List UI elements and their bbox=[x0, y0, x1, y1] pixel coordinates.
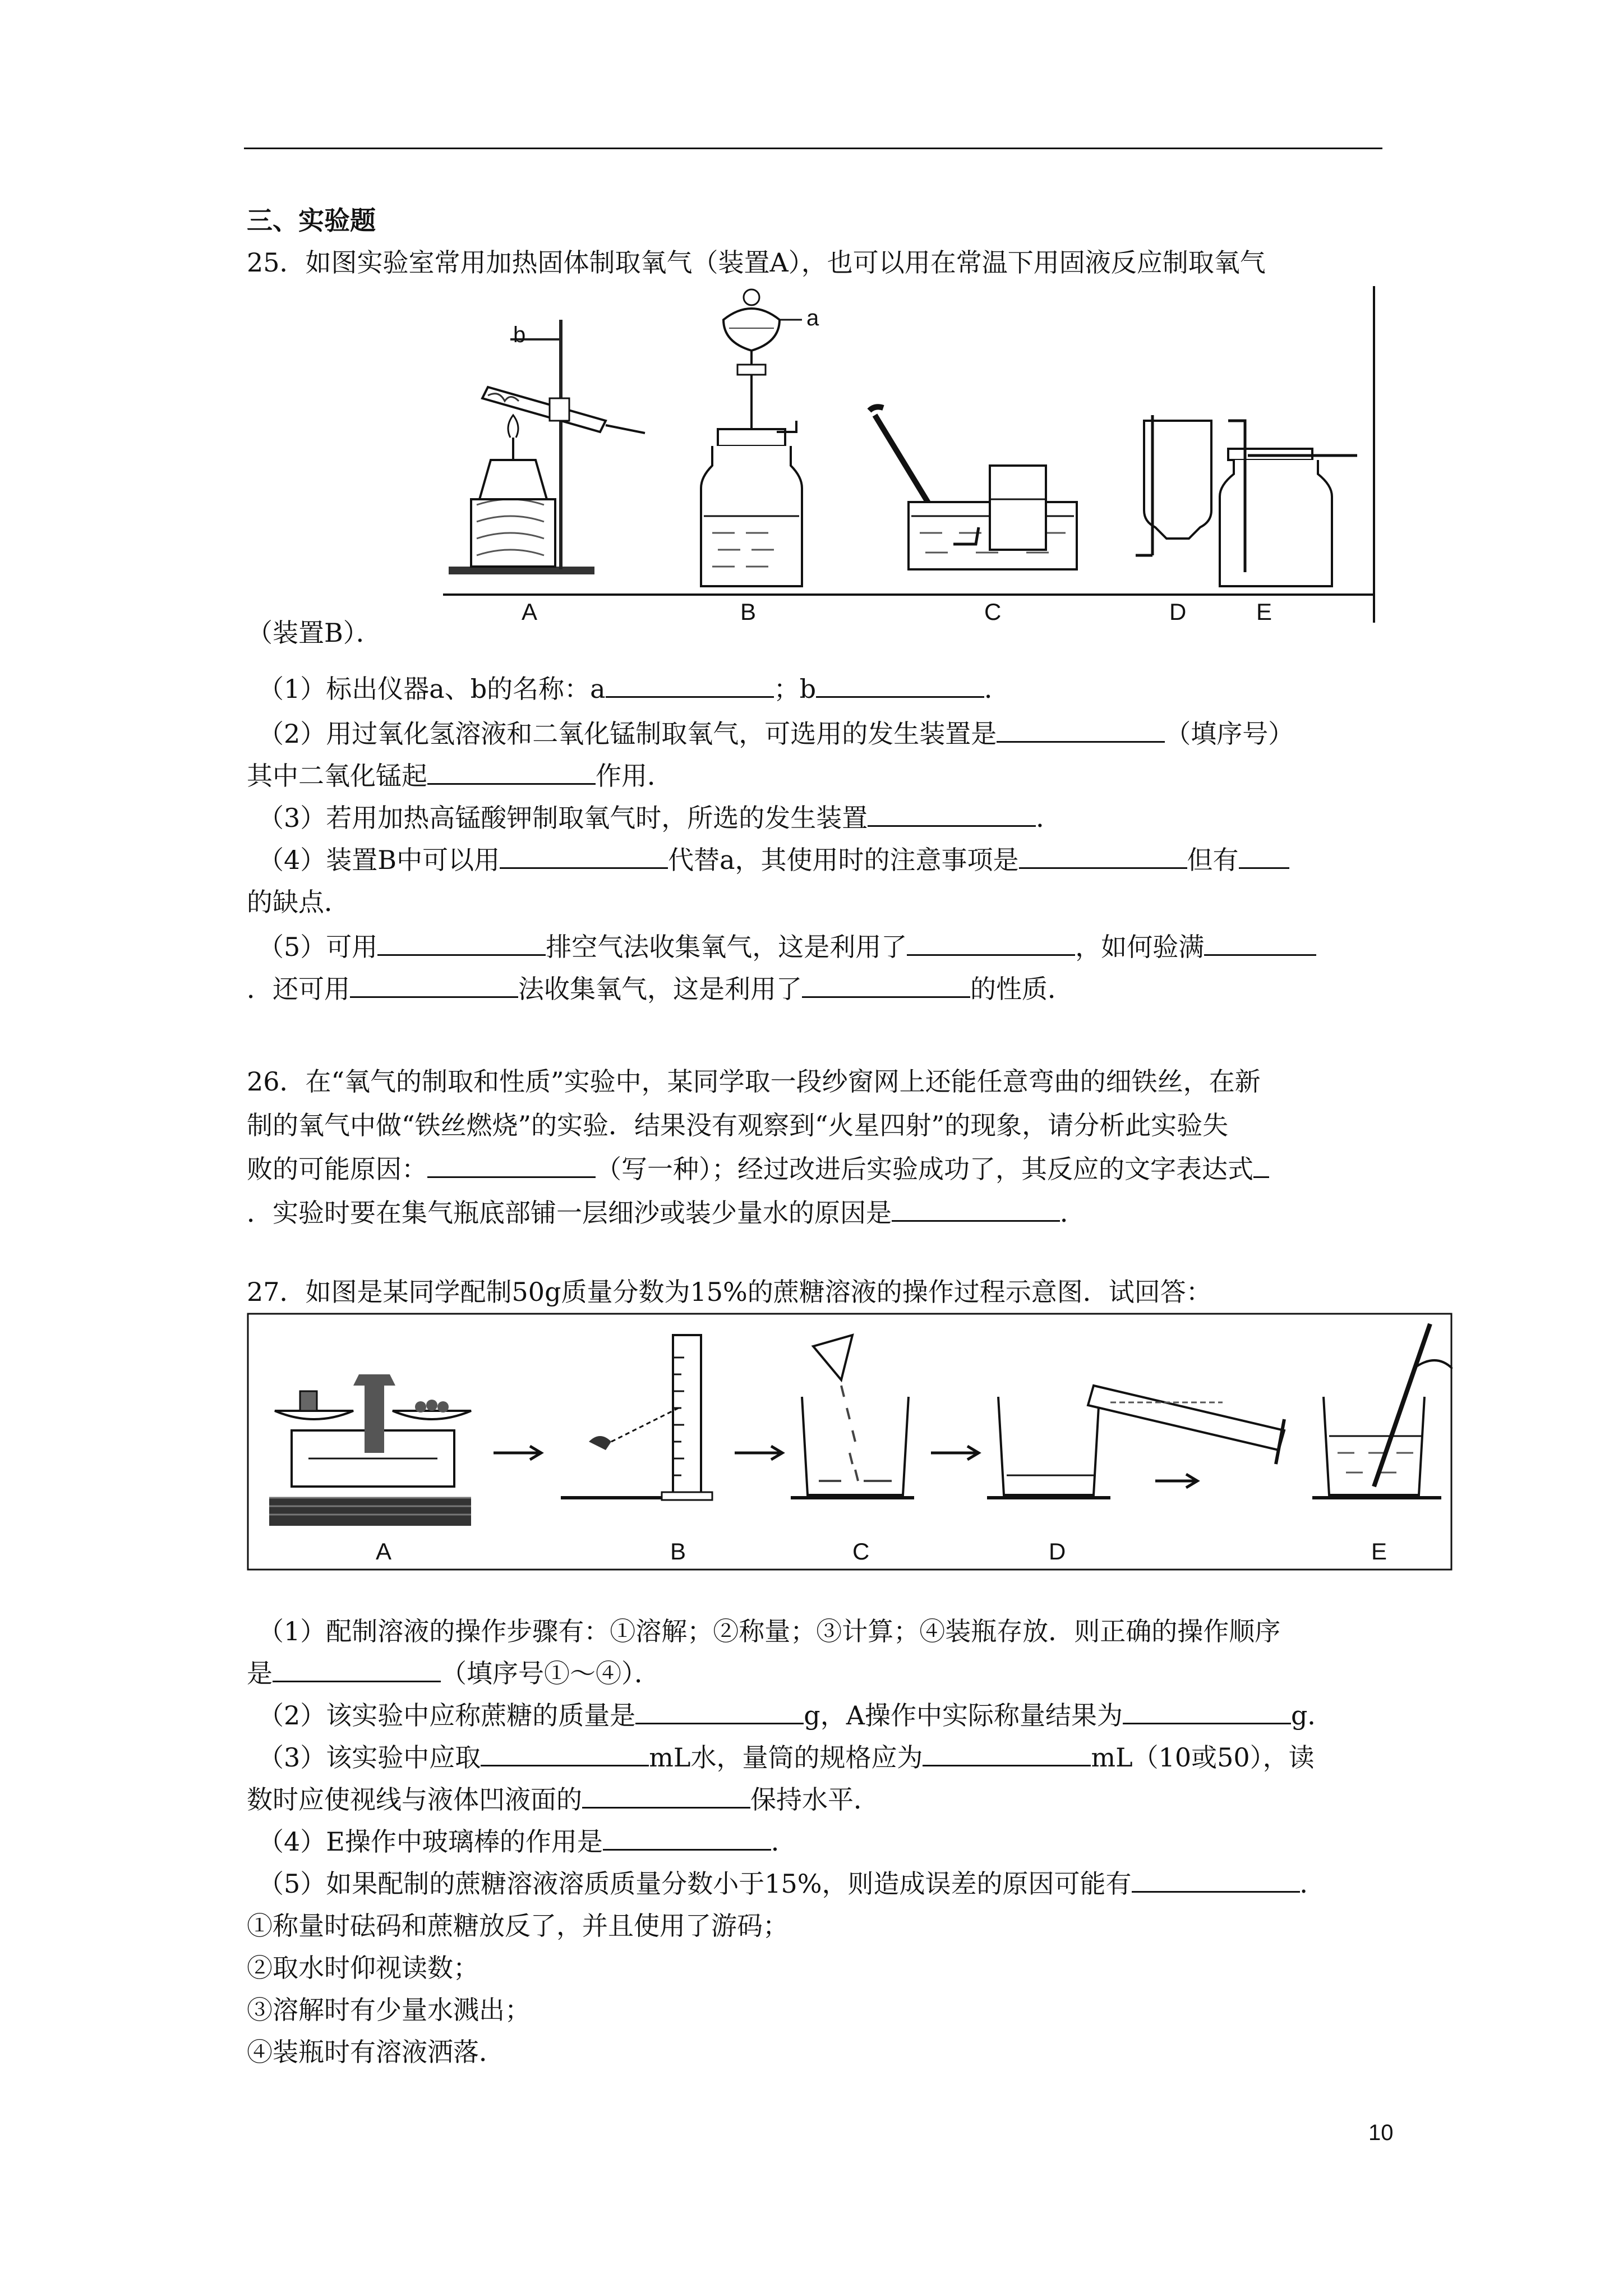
page-number: 10 bbox=[1368, 2120, 1394, 2145]
q27-p3-text-d: 数时应使视线与液体凹液面的 bbox=[247, 1784, 582, 1815]
answer-blank[interactable] bbox=[606, 674, 774, 698]
q25-part2-line1 bbox=[258, 718, 1294, 749]
q26-l3-text-a: 败的可能原因： bbox=[247, 1154, 427, 1184]
answer-blank[interactable] bbox=[1123, 1700, 1291, 1724]
answer-blank[interactable] bbox=[603, 1826, 771, 1851]
q25-p5-text-d: ．还可用 bbox=[247, 974, 350, 1004]
q25-part1 bbox=[258, 673, 1010, 705]
q25-p3-text-a: （3）若用加热高锰酸钾制取氧气时，所选的发生装置 bbox=[258, 803, 868, 833]
q26-line3 bbox=[247, 1153, 1269, 1185]
q25-p4-text-b: 代替a，其使用时的注意事项是 bbox=[668, 845, 1019, 875]
q26-l4-text-a: ．实验时要在集气瓶底部铺一层细沙或装少量水的原因是 bbox=[247, 1198, 892, 1228]
q25-part3 bbox=[258, 802, 1062, 834]
answer-blank[interactable] bbox=[635, 1700, 804, 1724]
q27-p2-text-a: （2）该实验中应称蔗糖的质量是 bbox=[258, 1700, 636, 1731]
arrow-icon bbox=[1155, 1474, 1197, 1488]
q25-stem-line2: （装置B）． bbox=[247, 618, 382, 648]
q25-p5-text-e: 法收集氧气，这是利用了 bbox=[518, 974, 802, 1004]
q27-p5-text-b: ． bbox=[1299, 1869, 1326, 1899]
step-e-stirring bbox=[1312, 1324, 1453, 1565]
q25-part4-line1 bbox=[258, 844, 1289, 876]
q27-option-1: ①称量时砝码和蔗糖放反了，并且使用了游码； bbox=[247, 1911, 789, 1941]
arrow-icon bbox=[931, 1446, 979, 1460]
q27-part4 bbox=[258, 1826, 797, 1857]
q25-p5-text-b: 排空气法收集氧气，这是利用了 bbox=[546, 932, 907, 962]
q26-line4 bbox=[247, 1197, 1086, 1228]
apparatus-d bbox=[1136, 415, 1211, 625]
step-a-balance bbox=[269, 1374, 471, 1565]
q27-p5-text-a: （5）如果配制的蔗糖溶液溶质质量分数小于15%，则造成误差的原因可能有 bbox=[258, 1869, 1132, 1899]
q25-p5-text-c: ，如何验满 bbox=[1075, 932, 1205, 962]
answer-blank[interactable] bbox=[868, 803, 1036, 827]
answer-blank[interactable] bbox=[816, 674, 984, 698]
fig-label-c-device: C bbox=[984, 599, 1002, 625]
answer-blank[interactable] bbox=[1253, 1154, 1269, 1178]
q27-part1-line2 bbox=[247, 1658, 660, 1689]
step-c-beaker bbox=[791, 1335, 914, 1565]
q27-option-2: ②取水时仰视读数； bbox=[247, 1953, 479, 1983]
answer-blank[interactable] bbox=[1132, 1869, 1300, 1893]
answer-blank[interactable] bbox=[377, 932, 546, 956]
answer-blank[interactable] bbox=[273, 1658, 441, 1682]
q25-p3-text-b: ． bbox=[1036, 803, 1062, 833]
q27-p3-text-c: mL（10或50），读 bbox=[1091, 1742, 1315, 1773]
q27-p3-text-e: 保持水平． bbox=[750, 1784, 879, 1815]
q25-p5-text-a: （5）可用 bbox=[258, 932, 378, 962]
q25-p2-text-d: 作用． bbox=[596, 761, 673, 791]
answer-blank[interactable] bbox=[892, 1198, 1060, 1222]
q25-stem-line1: 25．如图实验室常用加热固体制取氧气（装置A），也可以用在常温下用固液反应制取氧气 bbox=[247, 247, 1266, 278]
answer-blank[interactable] bbox=[500, 845, 668, 869]
q27-option-3: ③溶解时有少量水溅出； bbox=[247, 1995, 531, 2025]
q25-apparatus-figure bbox=[437, 280, 1391, 628]
q26-line1: 26．在“氧气的制取和性质”实验中，某同学取一段纱窗网上还能任意弯曲的细铁丝，在新 bbox=[247, 1066, 1261, 1097]
apparatus-c bbox=[869, 407, 1077, 625]
fig-label-d-device: D bbox=[1169, 599, 1187, 625]
q27-option-4: ④装瓶时有溶液洒落． bbox=[247, 2037, 505, 2067]
step-b-cylinder bbox=[561, 1335, 712, 1565]
answer-blank[interactable] bbox=[1019, 845, 1187, 869]
header-rule bbox=[244, 148, 1382, 149]
q27-part3-line2 bbox=[247, 1784, 879, 1815]
q25-p2-text-b: （填序号） bbox=[1165, 719, 1294, 749]
answer-blank[interactable] bbox=[481, 1742, 649, 1766]
answer-blank[interactable] bbox=[427, 1154, 596, 1178]
fig-label-a-device: A bbox=[522, 599, 538, 625]
answer-blank[interactable] bbox=[1204, 932, 1316, 956]
q25-p1-text-a: （1）标出仪器a、b的名称：a bbox=[258, 674, 606, 704]
apparatus-b bbox=[701, 289, 819, 625]
q27-part3-line1 bbox=[258, 1742, 1315, 1773]
section-title: 三、实验题 bbox=[247, 205, 376, 236]
q27-stem: 27．如图是某同学配制50g质量分数为15%的蔗糖溶液的操作过程示意图．试回答： bbox=[247, 1277, 1212, 1307]
q27-p4-text-a: （4）E操作中玻璃棒的作用是 bbox=[258, 1826, 603, 1857]
fig-label-c-step: C bbox=[852, 1538, 870, 1565]
q27-p2-text-c: g． bbox=[1290, 1700, 1334, 1731]
q27-part5 bbox=[258, 1868, 1326, 1899]
q25-part2-line2 bbox=[247, 760, 673, 792]
q27-part2 bbox=[258, 1700, 1333, 1731]
apparatus-a bbox=[449, 320, 645, 625]
q27-procedure-figure bbox=[247, 1313, 1453, 1571]
fig-label-a-step: A bbox=[376, 1538, 392, 1565]
fig-label-e-device: E bbox=[1256, 599, 1272, 625]
label-b: b bbox=[513, 323, 526, 347]
answer-blank[interactable] bbox=[997, 719, 1165, 743]
q26-l3-text-b: （写一种）；经过改进后实验成功了，其反应的文字表达式 bbox=[596, 1154, 1253, 1184]
q27-p4-text-b: ． bbox=[771, 1826, 797, 1857]
q25-p5-text-f: 的性质． bbox=[970, 974, 1073, 1004]
q27-part1-line1: （1）配制溶液的操作步骤有：①溶解；②称量；③计算；④装瓶存放．则正确的操作顺序 bbox=[258, 1616, 1281, 1646]
q26-line2: 制的氧气中做“铁丝燃烧”的实验．结果没有观察到“火星四射”的现象，请分析此实验失 bbox=[247, 1110, 1229, 1140]
q25-p4-text-c: 但有 bbox=[1187, 845, 1239, 875]
q25-p2-text-a: （2）用过氧化氢溶液和二氧化锰制取氧气，可选用的发生装置是 bbox=[258, 719, 997, 749]
q27-p1-text-b: 是 bbox=[247, 1658, 273, 1688]
fig-label-d-step: D bbox=[1049, 1538, 1066, 1565]
q25-p2-text-c: 其中二氧化锰起 bbox=[247, 761, 427, 791]
q25-p4-text-a: （4）装置B中可以用 bbox=[258, 845, 500, 875]
label-a: a bbox=[806, 306, 819, 330]
answer-blank[interactable] bbox=[1239, 845, 1289, 869]
arrow-icon bbox=[494, 1446, 541, 1460]
answer-blank[interactable] bbox=[802, 974, 970, 998]
answer-blank[interactable] bbox=[907, 932, 1075, 956]
q27-p3-text-a: （3）该实验中应取 bbox=[258, 1742, 481, 1773]
answer-blank[interactable] bbox=[923, 1742, 1091, 1766]
q27-p2-text-b: g，A操作中实际称量结果为 bbox=[804, 1700, 1123, 1731]
q27-p3-text-b: mL水，量筒的规格应为 bbox=[649, 1742, 923, 1773]
arrow-icon bbox=[735, 1446, 782, 1460]
fig-label-e-step: E bbox=[1371, 1538, 1387, 1565]
q25-part4-line2: 的缺点． bbox=[247, 887, 350, 917]
q25-p1-text-c: ． bbox=[984, 674, 1011, 704]
q27-p1-text-c: （填序号①～④）． bbox=[441, 1658, 660, 1688]
answer-blank[interactable] bbox=[427, 761, 596, 785]
answer-blank[interactable] bbox=[582, 1784, 750, 1809]
q26-l4-text-b: ． bbox=[1060, 1198, 1086, 1228]
q25-p1-text-b: ；b bbox=[773, 674, 817, 704]
step-d-pouring bbox=[987, 1386, 1284, 1565]
fig-label-b-step: B bbox=[670, 1538, 686, 1565]
q25-part5-line1 bbox=[258, 931, 1316, 963]
answer-blank[interactable] bbox=[350, 974, 518, 998]
fig-label-b-device: B bbox=[740, 599, 757, 625]
q25-part5-line2 bbox=[247, 973, 1073, 1005]
